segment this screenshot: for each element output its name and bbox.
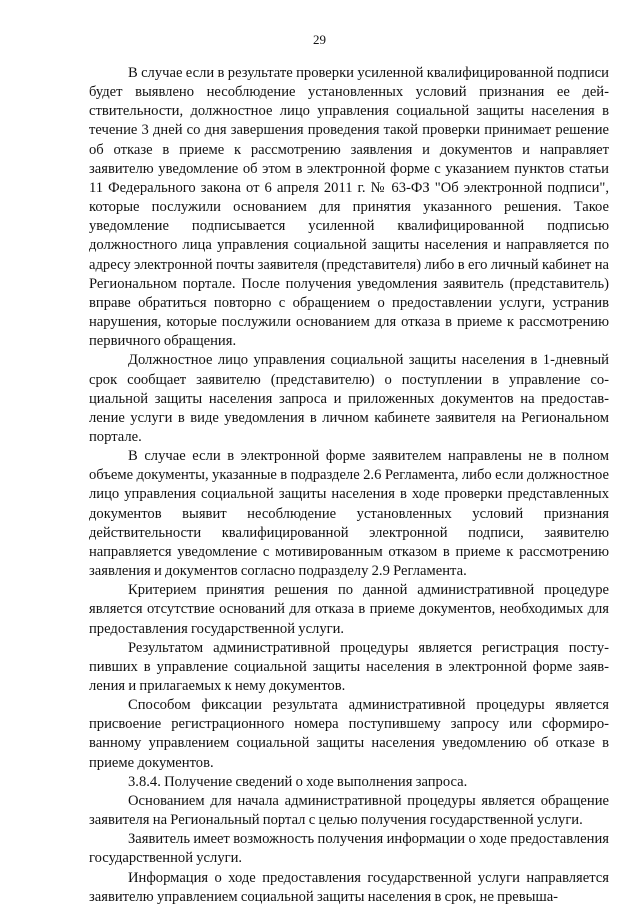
paragraph-procedure-basis: Основанием для начала административной процедуры является обращение заявителя на Региональный портал с целью получения государственной услуги. <box>89 792 609 829</box>
document-body <box>89 64 609 907</box>
paragraph-applicant-info: Заявитель имеет возможность получения информации о ходе предоставления государственной услуги. <box>89 831 609 867</box>
paragraph-progress-info: Информация о ходе предоставления государственной услуги направляется заявителю управлением социальной защиты населения в срок, не превыша- <box>89 869 609 905</box>
paragraph-decision-criterion: Критерием принятия решения по данной административной процедуре является отсутствие оснований для отказа в приеме документов, необходимых для предоставления государственной услуги. <box>89 582 609 637</box>
paragraph-procedure-result: Результатом административной процедуры является регистрация поступивших в управление социальной защиты населения в электронной форме заявления и прилагаемых к нему документов. <box>89 639 609 694</box>
paragraph-result-fixation: Способом фиксации результата административной процедуры является присвоение регистрационного номера поступившему запросу или сформированному управлением социальной защиты населения уведомлению об отказе в приеме документов. <box>89 697 609 771</box>
paragraph-signature-check: В случае если в результате проверки усиленной квалифицированной подписи будет выявлено несоблюдение установленных условий признания ее действительности, должностное лицо управления социальной защиты населения в течение 3 дней со дня завершения проведения такой проверки принимает решение об отказе в приеме к рассмотрению заявления и документов и направляет заявителю уведомление об этом в электронной форме с указанием пунктов статьи 11 Федерального закона от 6 апреля 2011 г. № 63-ФЗ "Об электронной подписи", которые послужили основанием для принятия указанного решения. Такое уведомление подписывается усиленной квалифицированной подписью должностного лица управления социальной защиты населения и направляется по адресу электронной почты заявителя (представителя) либо в его личный кабинет на Региональном портале. После получения уведомления заявитель (представитель) вправе обратиться повторно с обращением о предоставлении услуги, устранив нарушения, которые послужили основанием для отказа в приеме к рассмотрению первичного обращения. <box>89 65 609 350</box>
section-heading-3-8-4: 3.8.4. Получение сведений о ходе выполнения запроса. <box>128 773 468 790</box>
paragraph-receipt-notice: Должностное лицо управления социальной защиты населения в 1-дневный срок сообщает заявителю (представителю) о поступлении в управление социальной защиты населения запроса и приложенных документов на предоставление услуги в виде уведомления в личном кабинете заявителя на Региональном портале. <box>89 352 609 445</box>
paragraph-incomplete-documents: В случае если в электронной форме заявителем направлены не в полном объеме документы, указанные в подразделе 2.6 Регламента, либо если должностное лицо управления социальной защиты населения в ходе проверки представленных документов выявит несоблюдение установленных условий признания действительности квалифицированной электронной подписи, заявителю направляется уведомление с мотивированным отказом в приеме к рассмотрению заявления и документов согласно подразделу 2.9 Регламента. <box>89 448 609 580</box>
page-number: 29 <box>313 32 326 47</box>
